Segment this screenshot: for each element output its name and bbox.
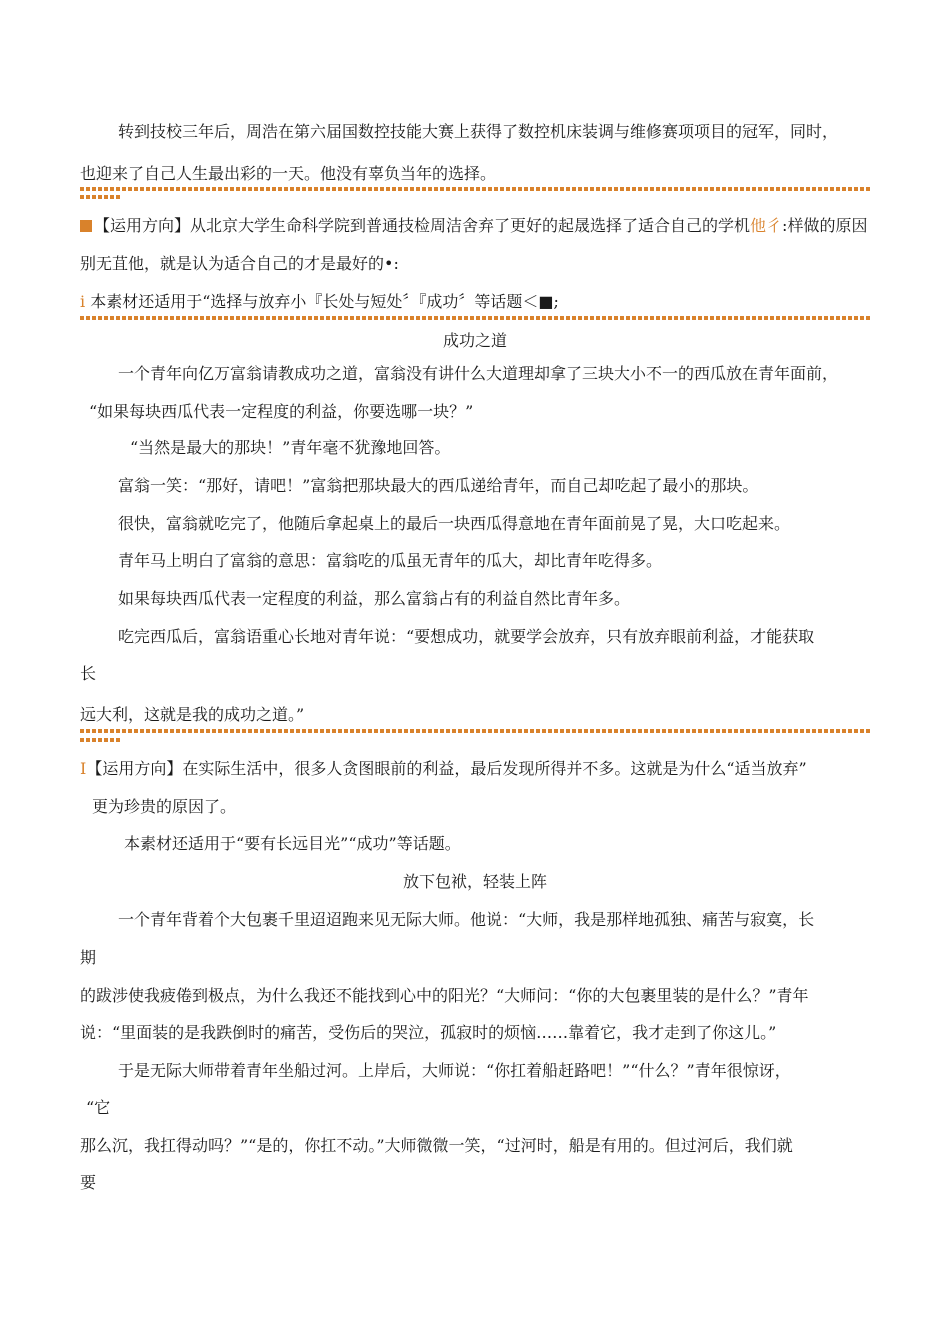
- paragraph-line: 别无苴他，就是认为适合自己的才是最好的•:: [80, 254, 399, 273]
- paragraph-line: 转到技校三年后，周浩在第六届国数控技能大赛上获得了数控机床装调与维修赛项项目的冠军，同时，: [118, 122, 839, 141]
- paragraph-line: 富翁一笑：“那好，请吧！”富翁把那块最大的西瓜递给青年，而自己却吃起了最小的那块。: [118, 476, 759, 495]
- application-note: [80, 216, 867, 236]
- paragraph-line: 很快，富翁就吃完了，他随后拿起桌上的最后一块西瓜得意地在青年面前晃了晃，大口吃起来。: [118, 514, 791, 533]
- dotted-separator: [80, 187, 870, 191]
- i-marker-icon: i: [80, 292, 86, 311]
- note-text: 从北京大学生命科学院到普通技检周洁舍弃了更好的起晟选择了适合自己的学机: [190, 216, 751, 235]
- dotted-separator: [80, 729, 870, 733]
- paragraph-line: 长: [80, 664, 97, 683]
- topic-note-text: 本素材还适用于“要有长远目光”“成功”等话题。: [124, 834, 461, 853]
- paragraph-line: “当然是最大的那块！”青年毫不犹豫地回答。: [130, 438, 451, 457]
- paragraph-line: 远大利，这就是我的成功之道。”: [80, 705, 305, 724]
- dotted-separator: [80, 738, 120, 742]
- note-orange-text: 他彳: [750, 216, 783, 235]
- paragraph-line: 一个青年向亿万富翁请教成功之道，富翁没有讲什么大道理却拿了三块大小不一的西瓜放在青年面前，: [118, 364, 839, 383]
- note-text: :样做的原因: [782, 216, 868, 235]
- paragraph-line: 更为珍贵的原因了。: [92, 797, 237, 816]
- paragraph-line: 说：“里面装的是我跌倒时的痛苦，受伤后的哭泣，孤寂时的烦恼……靠着它，我才走到了你这儿。”: [80, 1023, 777, 1042]
- section-title: 放下包袱，轻装上阵: [402, 872, 547, 891]
- topic-note: [80, 292, 559, 312]
- paragraph-line: 青年马上明白了富翁的意思：富翁吃的瓜虽无青年的瓜大，却比青年吃得多。: [118, 551, 663, 570]
- paragraph-line: 也迎来了自己人生最出彩的一天。他没有辜负当年的选择。: [80, 164, 497, 183]
- paragraph-line: 的跋涉使我疲倦到极点，为什么我还不能找到心中的阳光？“大师问：“你的大包裹里装的是什么？”青年: [80, 986, 809, 1005]
- paragraph-line: 那么沉，我扛得动吗？”“是的，你扛不动。”大师微微一笑，“过河时，船是有用的。但过河后，我们就: [80, 1136, 793, 1155]
- section-title: 成功之道: [442, 331, 507, 350]
- paragraph-line: 于是无际大师带着青年坐船过河。上岸后，大师说：“你扛着船赶路吧！”“什么？”青年很惊讶，: [118, 1061, 791, 1080]
- paragraph-line: 如果每块西瓜代表一定程度的利益，那么富翁占有的利益自然比青年多。: [118, 589, 631, 608]
- paragraph-line: 一个青年背着个大包裹千里迢迢跑来见无际大师。他说：“大师，我是那样地孤独、痛苦与寂寞，长: [118, 910, 815, 929]
- dotted-separator: [80, 316, 870, 320]
- i-marker-icon: I: [80, 759, 87, 778]
- note-text: 【运用方向】在实际生活中，很多人贪图眼前的利益，最后发现所得并不多。这就是为什么“适当放弃”: [86, 759, 807, 778]
- dotted-separator: [80, 195, 120, 199]
- paragraph-line: “如果每块西瓜代表一定程度的利益，你要选哪一块？”: [89, 402, 474, 421]
- paragraph-line: 要: [80, 1173, 97, 1192]
- paragraph-line: 吃完西瓜后，富翁语重心长地对青年说：“要想成功，就要学会放弃，只有放弃眼前利益，才能获取: [118, 627, 815, 646]
- note-marker: 【运用方向】: [94, 216, 191, 235]
- paragraph-line: 期: [80, 948, 97, 967]
- paragraph-line: “它: [86, 1098, 111, 1117]
- application-note: [80, 759, 807, 779]
- square-bullet-icon: [80, 220, 92, 232]
- topic-note-text: 本素材还适用于“选择与放弃小『长处与短处〞『成功〞等话题＜■;: [90, 292, 559, 311]
